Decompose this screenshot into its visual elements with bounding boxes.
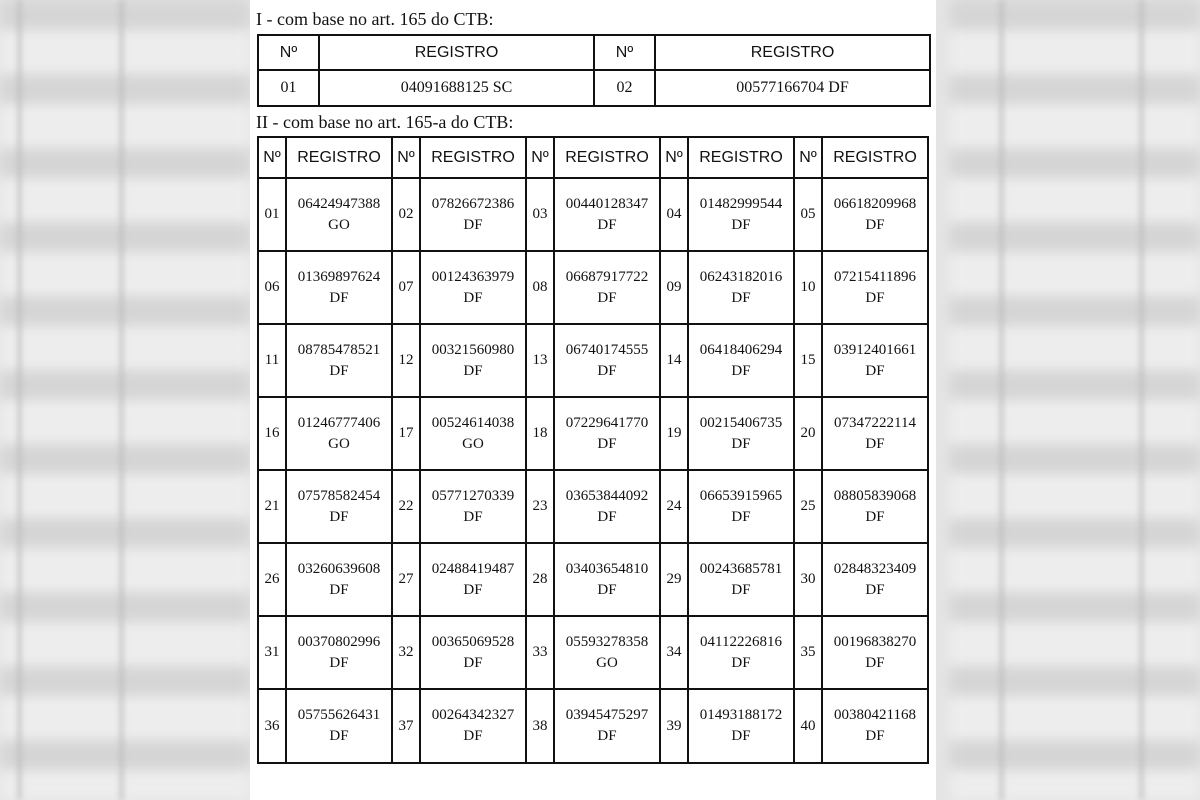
entry-registro bbox=[554, 543, 660, 616]
header-registro: REGISTRO bbox=[822, 137, 928, 178]
registro-state: DF bbox=[865, 362, 885, 379]
registro-number: 06653915965 bbox=[699, 487, 783, 504]
registro-number: 07215411896 bbox=[834, 268, 916, 285]
registro-state: DF bbox=[463, 728, 483, 744]
registro-number: 06687917722 bbox=[565, 268, 649, 285]
registro-state: DF bbox=[731, 581, 751, 598]
entry-number: 14 bbox=[660, 324, 688, 397]
entry-registro bbox=[688, 470, 794, 543]
entry-registro bbox=[554, 251, 660, 324]
entry-registro: 00577166704 DF bbox=[655, 70, 930, 106]
table-row bbox=[258, 324, 928, 397]
entry-registro bbox=[286, 543, 392, 616]
entry-number: 30 bbox=[794, 543, 822, 616]
entry-registro bbox=[286, 689, 392, 763]
entry-number: 02 bbox=[392, 178, 420, 251]
entry-number: 07 bbox=[392, 251, 420, 324]
registro-number: 00215406735 bbox=[699, 414, 783, 431]
registro-number: 08805839068 bbox=[833, 487, 917, 504]
entry-number: 31 bbox=[258, 616, 286, 689]
entry-registro bbox=[554, 689, 660, 763]
registro-state: DF bbox=[865, 435, 885, 452]
registro-state: DF bbox=[597, 216, 617, 233]
registro-number: 07826672386 bbox=[431, 195, 515, 212]
blurred-background-right bbox=[950, 0, 1200, 800]
entry-number: 08 bbox=[526, 251, 554, 324]
entry-number: 27 bbox=[392, 543, 420, 616]
registro-number: 06418406294 bbox=[699, 341, 783, 358]
entry-registro bbox=[420, 178, 526, 251]
registro-state: GO bbox=[328, 216, 350, 233]
registro-state: DF bbox=[865, 728, 885, 744]
table-row bbox=[258, 178, 928, 251]
table-header-row bbox=[258, 35, 930, 70]
registro-state: DF bbox=[597, 289, 617, 306]
registro-number: 05593278358 bbox=[565, 633, 649, 650]
blurred-background-left bbox=[0, 0, 250, 800]
header-number: Nº bbox=[660, 137, 688, 178]
entry-registro bbox=[822, 397, 928, 470]
entry-registro bbox=[286, 616, 392, 689]
registro-number: 00124363979 bbox=[431, 268, 515, 285]
entry-registro bbox=[286, 178, 392, 251]
entry-number: 26 bbox=[258, 543, 286, 616]
registro-state: DF bbox=[597, 508, 617, 525]
header-registro: REGISTRO bbox=[554, 137, 660, 178]
entry-registro bbox=[688, 251, 794, 324]
entry-number: 23 bbox=[526, 470, 554, 543]
registro-state: DF bbox=[865, 216, 885, 233]
registro-state: DF bbox=[597, 581, 617, 598]
entry-number: 12 bbox=[392, 324, 420, 397]
registro-state: DF bbox=[731, 216, 751, 233]
table-row bbox=[258, 616, 928, 689]
entry-number: 15 bbox=[794, 324, 822, 397]
registro-number: 01246777406 bbox=[297, 414, 381, 431]
entry-registro bbox=[688, 543, 794, 616]
registro-number: 03260639608 bbox=[297, 560, 381, 577]
registro-state: DF bbox=[329, 362, 349, 379]
registro-state: GO bbox=[462, 435, 484, 452]
header-registro: REGISTRO bbox=[420, 137, 526, 178]
entry-registro bbox=[822, 616, 928, 689]
entry-registro bbox=[286, 324, 392, 397]
entry-registro bbox=[688, 689, 794, 763]
header-registro: REGISTRO bbox=[655, 35, 930, 70]
entry-registro bbox=[420, 543, 526, 616]
registro-number: 01482999544 bbox=[699, 195, 783, 212]
entry-number: 29 bbox=[660, 543, 688, 616]
entry-registro bbox=[822, 543, 928, 616]
entry-registro bbox=[822, 689, 928, 763]
entry-number: 06 bbox=[258, 251, 286, 324]
entry-number: 40 bbox=[794, 689, 822, 763]
entry-number: 11 bbox=[258, 324, 286, 397]
registro-number: 02848323409 bbox=[833, 560, 917, 577]
registro-state: DF bbox=[731, 289, 751, 306]
table-row bbox=[258, 397, 928, 470]
table-row bbox=[258, 70, 930, 106]
entry-registro bbox=[420, 616, 526, 689]
blurred-divider bbox=[18, 0, 21, 800]
registro-number: 06243182016 bbox=[699, 268, 783, 285]
entry-registro bbox=[822, 470, 928, 543]
registro-number: 00440128347 bbox=[565, 195, 649, 212]
entry-number: 02 bbox=[594, 70, 655, 106]
entry-number: 39 bbox=[660, 689, 688, 763]
registro-number: 03912401661 bbox=[833, 341, 917, 358]
header-number: Nº bbox=[258, 35, 319, 70]
registro-state: DF bbox=[329, 289, 349, 306]
entry-number: 05 bbox=[794, 178, 822, 251]
registro-state: DF bbox=[731, 508, 751, 525]
registro-number: 06618209968 bbox=[833, 195, 917, 212]
registro-number: 07578582454 bbox=[297, 487, 381, 504]
entry-registro bbox=[554, 397, 660, 470]
registro-number: 01369897624 bbox=[297, 268, 381, 285]
registro-state: GO bbox=[596, 654, 618, 671]
registro-state: DF bbox=[597, 728, 617, 744]
registro-number: 05771270339 bbox=[431, 487, 515, 504]
registro-number: 00196838270 bbox=[833, 633, 917, 650]
entry-number: 10 bbox=[794, 251, 822, 324]
registro-state: DF bbox=[865, 654, 885, 671]
registro-state: DF bbox=[731, 362, 751, 379]
entry-number: 21 bbox=[258, 470, 286, 543]
entry-registro bbox=[688, 324, 794, 397]
registro-number: 00370802996 bbox=[297, 633, 381, 650]
registro-state: DF bbox=[463, 508, 483, 525]
registro-state: DF bbox=[329, 728, 349, 744]
entry-number: 04 bbox=[660, 178, 688, 251]
entry-registro bbox=[286, 251, 392, 324]
header-number: Nº bbox=[794, 137, 822, 178]
entry-registro bbox=[420, 470, 526, 543]
entry-registro bbox=[688, 397, 794, 470]
entry-registro bbox=[420, 251, 526, 324]
entry-number: 03 bbox=[526, 178, 554, 251]
header-number: Nº bbox=[258, 137, 286, 178]
entry-registro bbox=[420, 689, 526, 763]
entry-number: 13 bbox=[526, 324, 554, 397]
registro-state: DF bbox=[463, 362, 483, 379]
entry-registro bbox=[554, 470, 660, 543]
registro-number: 08785478521 bbox=[297, 341, 381, 358]
registro-state: DF bbox=[865, 581, 885, 598]
registro-number: 00243685781 bbox=[699, 560, 783, 577]
registro-number: 01493188172 bbox=[699, 707, 783, 723]
header-number: Nº bbox=[594, 35, 655, 70]
section2-table bbox=[257, 136, 929, 764]
registro-number: 05755626431 bbox=[297, 707, 381, 723]
registro-state: DF bbox=[463, 216, 483, 233]
entry-number: 22 bbox=[392, 470, 420, 543]
entry-number: 28 bbox=[526, 543, 554, 616]
registro-state: DF bbox=[865, 289, 885, 306]
header-registro: REGISTRO bbox=[319, 35, 594, 70]
registro-number: 00524614038 bbox=[431, 414, 515, 431]
entry-number: 33 bbox=[526, 616, 554, 689]
registro-state: DF bbox=[731, 654, 751, 671]
registro-number: 00321560980 bbox=[431, 341, 515, 358]
entry-number: 32 bbox=[392, 616, 420, 689]
table-header-row bbox=[258, 137, 928, 178]
entry-registro bbox=[420, 397, 526, 470]
entry-registro bbox=[822, 251, 928, 324]
entry-registro bbox=[554, 324, 660, 397]
registro-state: DF bbox=[731, 435, 751, 452]
blurred-divider bbox=[120, 0, 123, 800]
section1-title: I - com base no art. 165 do CTB: bbox=[256, 9, 494, 29]
registro-number: 00264342327 bbox=[431, 707, 515, 723]
entry-registro bbox=[554, 178, 660, 251]
registro-number: 00365069528 bbox=[431, 633, 515, 650]
blurred-divider bbox=[1140, 0, 1143, 800]
entry-registro bbox=[822, 178, 928, 251]
entry-number: 25 bbox=[794, 470, 822, 543]
entry-registro bbox=[286, 470, 392, 543]
registro-state: DF bbox=[731, 728, 751, 744]
registro-number: 03653844092 bbox=[565, 487, 649, 504]
entry-number: 18 bbox=[526, 397, 554, 470]
entry-number: 24 bbox=[660, 470, 688, 543]
registro-state: DF bbox=[329, 654, 349, 671]
registro-state: DF bbox=[329, 581, 349, 598]
entry-number: 35 bbox=[794, 616, 822, 689]
registro-state: DF bbox=[329, 508, 349, 525]
registro-number: 02488419487 bbox=[431, 560, 515, 577]
registro-number: 06740174555 bbox=[565, 341, 649, 358]
registro-state: GO bbox=[328, 435, 350, 452]
section1-table bbox=[257, 34, 931, 107]
entry-number: 38 bbox=[526, 689, 554, 763]
entry-number: 01 bbox=[258, 178, 286, 251]
entry-number: 19 bbox=[660, 397, 688, 470]
header-number: Nº bbox=[392, 137, 420, 178]
entry-registro bbox=[688, 178, 794, 251]
section2-title: II - com base no art. 165-a do CTB: bbox=[256, 112, 514, 132]
header-registro: REGISTRO bbox=[688, 137, 794, 178]
entry-number: 37 bbox=[392, 689, 420, 763]
registro-state: DF bbox=[865, 508, 885, 525]
registro-state: DF bbox=[463, 581, 483, 598]
entry-number: 16 bbox=[258, 397, 286, 470]
entry-number: 01 bbox=[258, 70, 319, 106]
table-row bbox=[258, 251, 928, 324]
registro-state: DF bbox=[463, 289, 483, 306]
entry-number: 17 bbox=[392, 397, 420, 470]
entry-registro bbox=[822, 324, 928, 397]
registro-state: DF bbox=[597, 362, 617, 379]
blurred-divider bbox=[1000, 0, 1003, 800]
table-row bbox=[258, 689, 928, 763]
registro-state: DF bbox=[463, 654, 483, 671]
registro-number: 07347222114 bbox=[834, 414, 916, 431]
registro-state: DF bbox=[597, 435, 617, 452]
document-page bbox=[250, 0, 936, 800]
table-row bbox=[258, 543, 928, 616]
entry-registro bbox=[688, 616, 794, 689]
header-registro: REGISTRO bbox=[286, 137, 392, 178]
registro-number: 03403654810 bbox=[565, 560, 649, 577]
registro-number: 04112226816 bbox=[700, 633, 782, 650]
table-row bbox=[258, 470, 928, 543]
entry-number: 20 bbox=[794, 397, 822, 470]
registro-number: 06424947388 bbox=[297, 195, 381, 212]
header-number: Nº bbox=[526, 137, 554, 178]
entry-registro bbox=[554, 616, 660, 689]
entry-registro: 04091688125 SC bbox=[319, 70, 594, 106]
entry-number: 36 bbox=[258, 689, 286, 763]
registro-number: 00380421168 bbox=[834, 707, 916, 723]
entry-registro bbox=[420, 324, 526, 397]
entry-number: 34 bbox=[660, 616, 688, 689]
registro-number: 03945475297 bbox=[565, 707, 649, 723]
entry-registro bbox=[286, 397, 392, 470]
entry-number: 09 bbox=[660, 251, 688, 324]
registro-number: 07229641770 bbox=[565, 414, 649, 431]
